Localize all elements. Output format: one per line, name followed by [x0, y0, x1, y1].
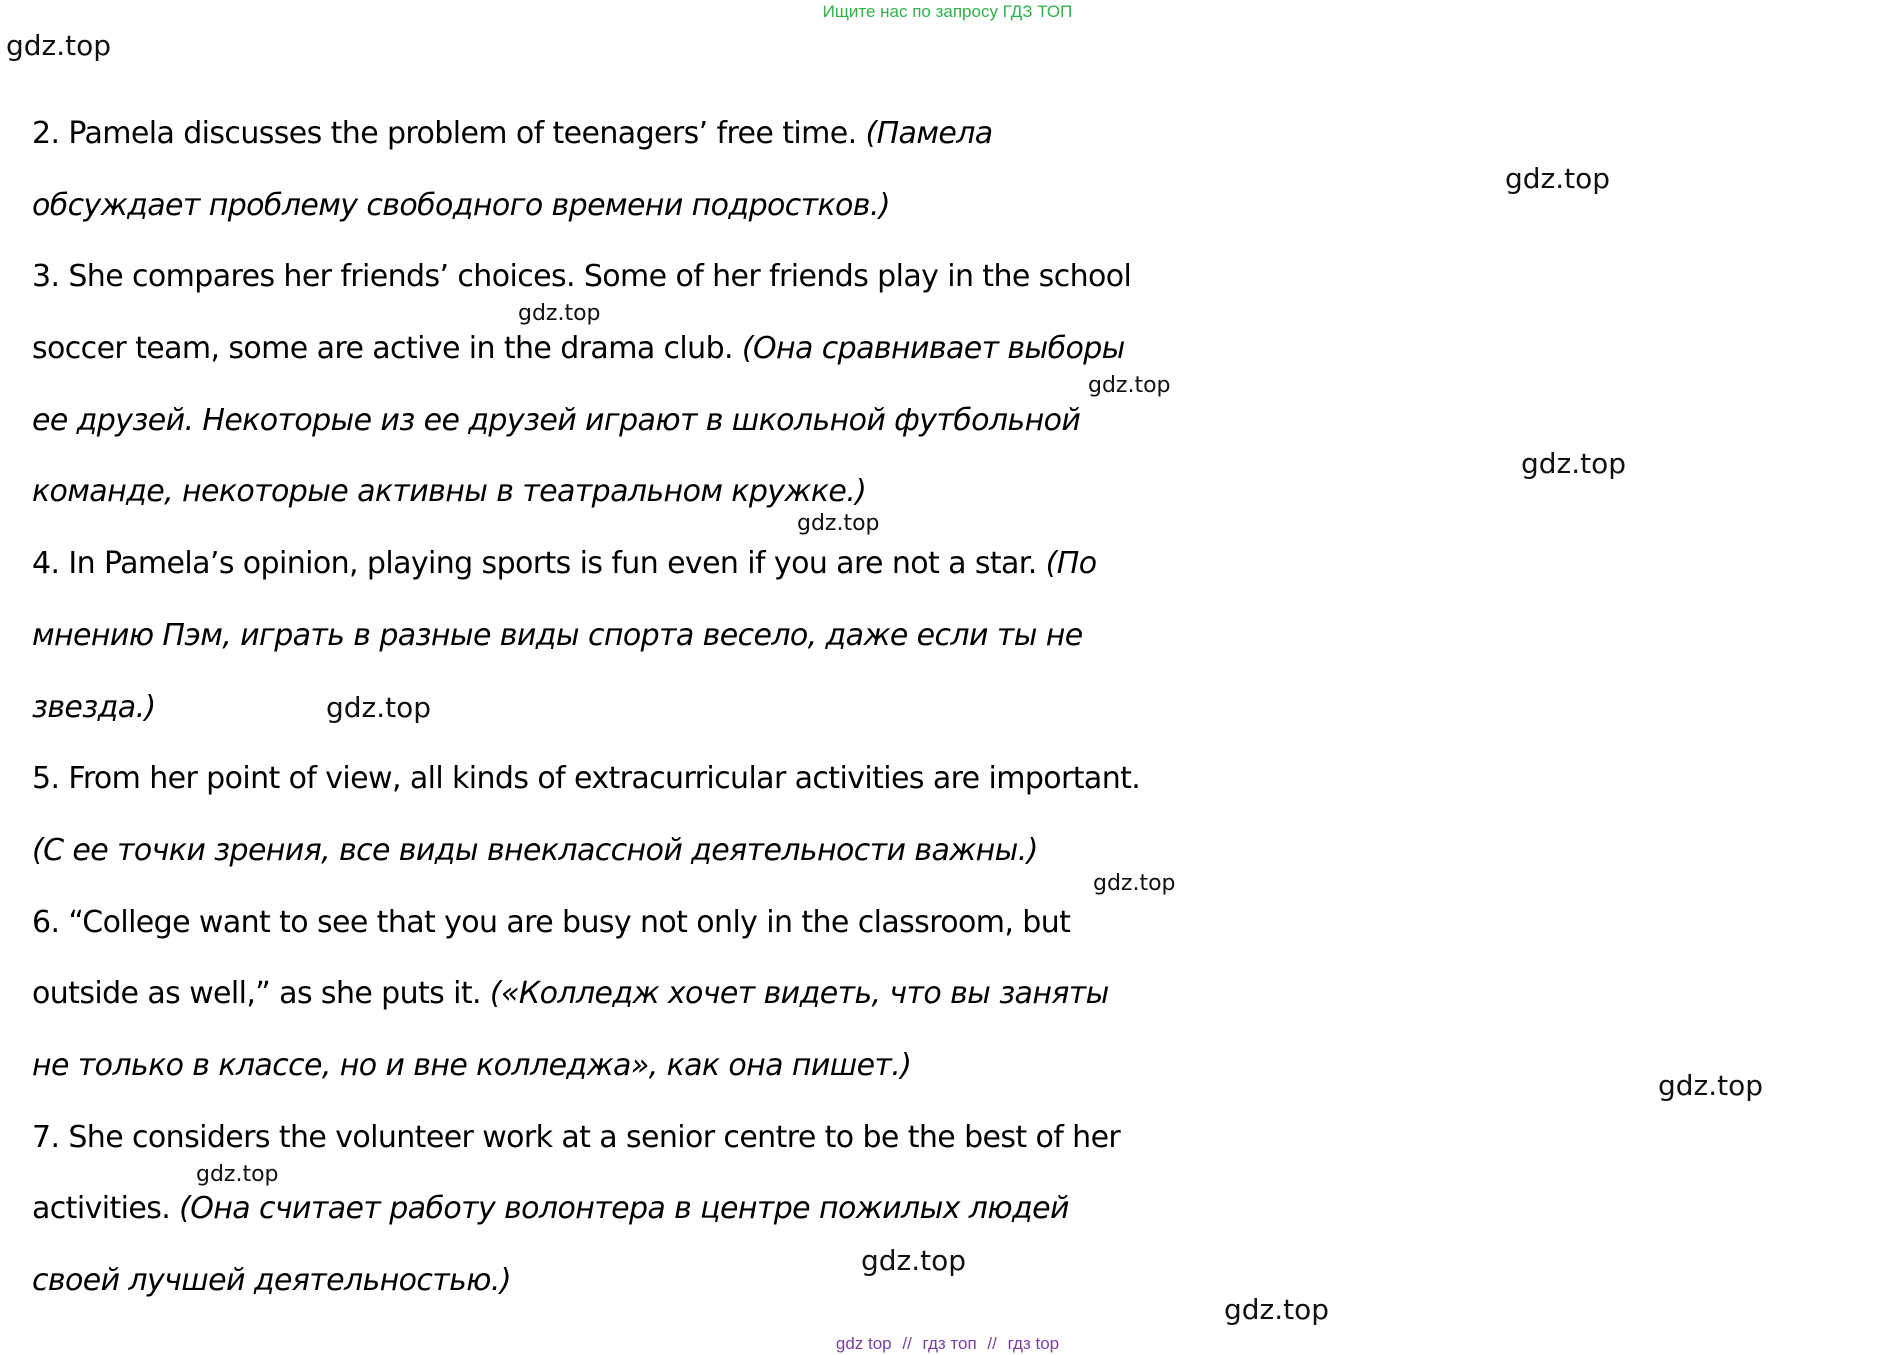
watermark: gdz.top	[518, 301, 601, 326]
text-line	[32, 241, 1892, 313]
watermark: gdz.top	[1505, 162, 1611, 195]
footer-link-gdz-top[interactable]: gdz top	[835, 1334, 892, 1353]
text-line	[32, 313, 1892, 385]
watermark: gdz.top	[326, 691, 432, 724]
text-line	[32, 170, 1892, 242]
english-text: 3. She compares her friends’ choices. Some of her friends play in the school	[32, 259, 1132, 295]
english-text: 2. Pamela discusses the problem of teenagers’ free time.	[32, 116, 866, 151]
russian-translation: команде, некоторые активны в театральном кружке.)	[32, 474, 867, 510]
russian-translation: (Памела	[865, 116, 993, 151]
watermark: gdz.top	[6, 29, 112, 62]
russian-translation: («Колледж хочет видеть, что вы заняты	[489, 976, 1109, 1012]
english-text: 5. From her point of view, all kinds of extracurricular activities are important.	[32, 761, 1141, 797]
russian-translation: ее друзей. Некоторые из ее друзей играют в школьной футбольной	[32, 402, 1081, 438]
text-line	[32, 1173, 1892, 1245]
text-line	[32, 958, 1892, 1030]
english-text: 4. In Pamela’s opinion, playing sports is fun even if you are not a star.	[32, 546, 1046, 582]
russian-translation: мнению Пэм, играть в разные виды спорта весело, даже если ты не	[32, 617, 1083, 653]
text-line	[32, 743, 1892, 815]
english-text: activities.	[32, 1191, 180, 1227]
russian-translation: обсуждает проблему свободного времени подростков.)	[32, 187, 890, 223]
text-line	[32, 815, 1892, 887]
russian-translation: (По	[1045, 546, 1097, 582]
watermark: gdz.top	[1521, 447, 1627, 480]
russian-translation: не только в классе, но и вне колледжа», как она пишет.)	[32, 1047, 912, 1083]
text-line	[32, 600, 1892, 672]
text-line	[32, 98, 1892, 170]
english-text: outside as well,” as she puts it.	[32, 976, 490, 1012]
russian-translation: своей лучшей деятельностью.)	[32, 1263, 511, 1298]
footer-link-gdz-top-ru[interactable]: гдз топ	[922, 1334, 977, 1353]
watermark: gdz.top	[861, 1244, 967, 1277]
english-text: soccer team, some are active in the drama club.	[32, 331, 742, 367]
english-text: 6. “College want to see that you are busy not only in the classroom, but	[32, 904, 1071, 940]
russian-translation: звезда.)	[32, 689, 156, 725]
text-line	[32, 528, 1892, 600]
text-line	[32, 1102, 1892, 1174]
footer-separator: //	[987, 1334, 997, 1353]
watermark: gdz.top	[196, 1162, 279, 1187]
russian-translation: (С ее точки зрения, все виды внеклассной деятельности важны.)	[32, 832, 1038, 868]
watermark: gdz.top	[1093, 871, 1176, 896]
text-line	[32, 385, 1892, 457]
top-banner: Ищите нас по запросу ГДЗ ТОП	[822, 2, 1073, 21]
english-text: 7. She considers the volunteer work at a senior centre to be the best of her	[32, 1119, 1121, 1155]
russian-translation: (Она сравнивает выборы	[741, 331, 1125, 367]
russian-translation: (Она считает работу волонтера в центре пожилых людей	[179, 1191, 1069, 1227]
watermark: gdz.top	[797, 511, 880, 536]
text-line	[32, 1030, 1892, 1102]
watermark: gdz.top	[1224, 1293, 1330, 1326]
watermark: gdz.top	[1088, 373, 1171, 398]
text-line	[32, 1245, 1892, 1317]
watermark: gdz.top	[1658, 1069, 1764, 1102]
footer-link-gdz-top-mixed[interactable]: гдз top	[1007, 1334, 1060, 1353]
footer-links	[0, 1334, 1895, 1354]
footer-separator: //	[902, 1334, 912, 1353]
text-line	[32, 672, 1892, 744]
answer-text	[32, 98, 1892, 1317]
text-line	[32, 887, 1892, 959]
text-line	[32, 456, 1892, 528]
